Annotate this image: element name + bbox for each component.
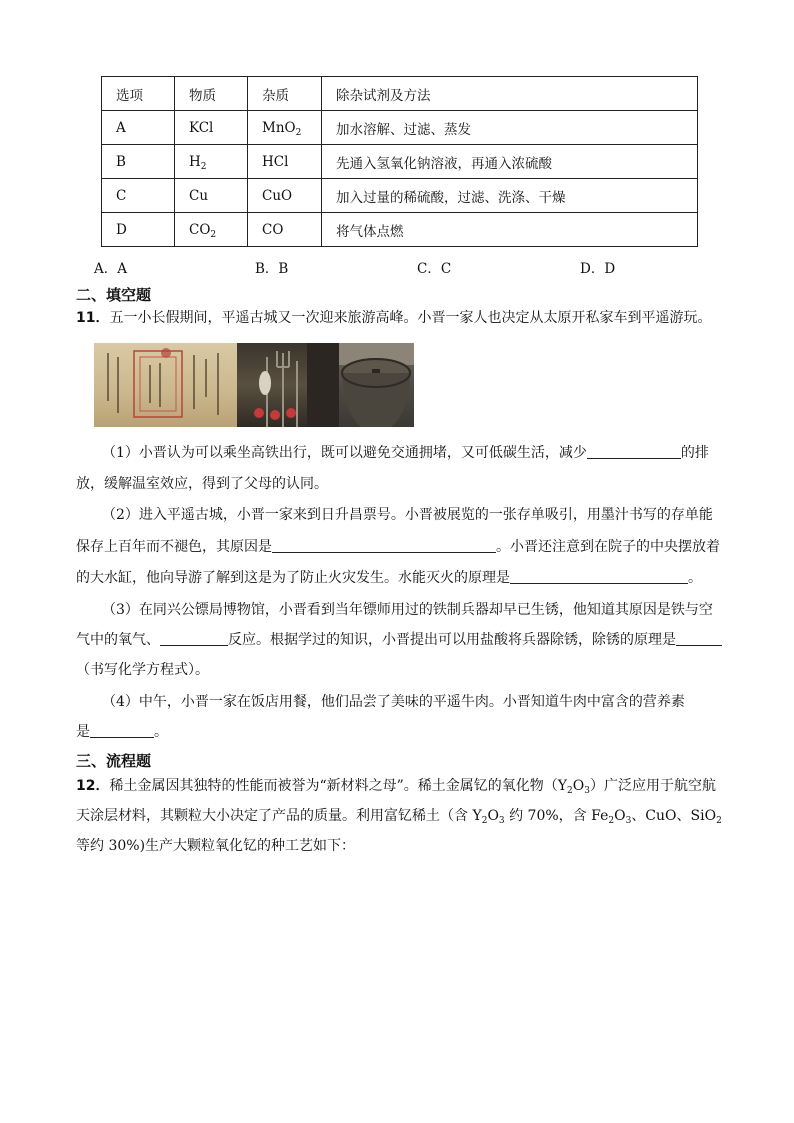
- question-11-part-2-line-1: （2）进入平遥古城，小晋一家来到日升昌票号。小晋被展览的一张存单吸引，用墨汁书写的存单能: [102, 507, 713, 523]
- question-11-part-4-line-2: 是 。: [76, 724, 168, 740]
- question-11-part-3-line-2: 气中的氧气、 反应。根据学过的知识，小晋提出可以用盐酸将兵器除锈，除锈的原理是: [76, 630, 722, 650]
- impurity-cell: HCl: [248, 145, 322, 179]
- question-11-part-4-line-1: （4）中午，小晋一家在饭店用餐，他们品尝了美味的平遥牛肉。小晋知道牛肉中富含的营养素: [102, 694, 685, 710]
- table-row: [102, 179, 698, 213]
- option-cell: C: [102, 179, 175, 213]
- substance-cell: Cu: [175, 179, 248, 213]
- table-row: [102, 111, 698, 145]
- method-cell: 先通入氢氧化钠溶液，再通入浓硫酸: [322, 145, 698, 179]
- weapons-rack-photo: [237, 343, 339, 427]
- question-11-part-3-line-1: （3）在同兴公镖局博物馆，小晋看到当年镖师用过的铁制兵器却早已生锈，他知道其原因是铁与空: [102, 602, 713, 618]
- option-a[interactable]: A．A: [94, 261, 127, 277]
- table-header-cell: 选项: [102, 77, 175, 111]
- table-row: [102, 213, 698, 247]
- answer-blank[interactable]: [90, 723, 154, 738]
- section-title-fill-blank: 二、填空题: [76, 286, 152, 304]
- impurity-cell: CO: [248, 213, 322, 247]
- question-11-part-2-line-2: 保存上百年而不褪色，其原因是 。小晋还注意到在院子的中央摆放着: [76, 539, 720, 555]
- answer-blank[interactable]: [272, 538, 496, 553]
- answer-blank[interactable]: [510, 569, 688, 584]
- question-11-part-1-line-1: （1）小晋认为可以乘坐高铁出行，既可以避免交通拥堵，又可低碳生活，减少 的排: [102, 445, 709, 461]
- option-cell: A: [102, 111, 175, 145]
- substance-cell: KCl: [175, 111, 248, 145]
- table-header-cell: 杂质: [248, 77, 322, 111]
- method-cell: 将气体点燃: [322, 213, 698, 247]
- question-11-stem: 11．五一小长假期间，平遥古城又一次迎来旅游高峰。小晋一家人也决定从太原开私家车到平遥游玩。: [76, 310, 712, 326]
- answer-blank[interactable]: [587, 444, 681, 459]
- table-header-row: [102, 77, 698, 111]
- question-11-part-3-line-3: （书写化学方程式）。: [76, 662, 209, 678]
- purification-table: [101, 76, 698, 247]
- option-d[interactable]: D．D: [580, 261, 616, 277]
- answer-blank[interactable]: [160, 631, 228, 646]
- option-b[interactable]: B．B: [255, 261, 289, 277]
- substance-cell: $CO_2$: [175, 213, 248, 247]
- option-cell: B: [102, 145, 175, 179]
- table-row: [102, 145, 698, 179]
- substance-cell: $H_2$: [175, 145, 248, 179]
- question-11-part-2-line-3: 的大水缸，他向导游了解到这是为了防止火灾发生。水能灭火的原理是 。: [76, 570, 702, 586]
- option-cell: D: [102, 213, 175, 247]
- table-header-cell: 物质: [175, 77, 248, 111]
- table-header-cell: 除杂试剂及方法: [322, 77, 698, 111]
- question-12-line-1: 12．稀土金属因其独特的性能而被誉为“新材料之母”。稀土金属钇的氧化物$(Y_2O_3)$广泛应用于航空航: [76, 778, 716, 796]
- method-cell: 加水溶解、过滤、蒸发: [322, 111, 698, 145]
- water-vat-photo: [339, 343, 414, 427]
- section-title-process: 三、流程题: [76, 752, 152, 770]
- question-12-line-2: 天涂层材料，其颗粒大小决定了产品的质量。利用富钇稀土（含 $Y_2O_3$ 约 70%，含 $Fe_2O_3$、CuO、SiO$_2$: [76, 808, 722, 826]
- photo-strip: [94, 343, 414, 427]
- question-12-line-3: 等约 30%)生产大颗粒氧化钇的种工艺如下：: [76, 838, 356, 854]
- impurity-cell: CuO: [248, 179, 322, 213]
- impurity-cell: MnO$_2$: [248, 111, 322, 145]
- option-c[interactable]: C．C: [417, 261, 452, 277]
- deposit-receipt-photo: [94, 343, 237, 427]
- answer-blank[interactable]: [676, 631, 722, 646]
- answer-options: [0, 257, 794, 275]
- method-cell: 加入过量的稀硫酸，过滤、洗涤、干燥: [322, 179, 698, 213]
- question-11-part-1-line-2: 放，缓解温室效应，得到了父母的认同。: [76, 476, 328, 492]
